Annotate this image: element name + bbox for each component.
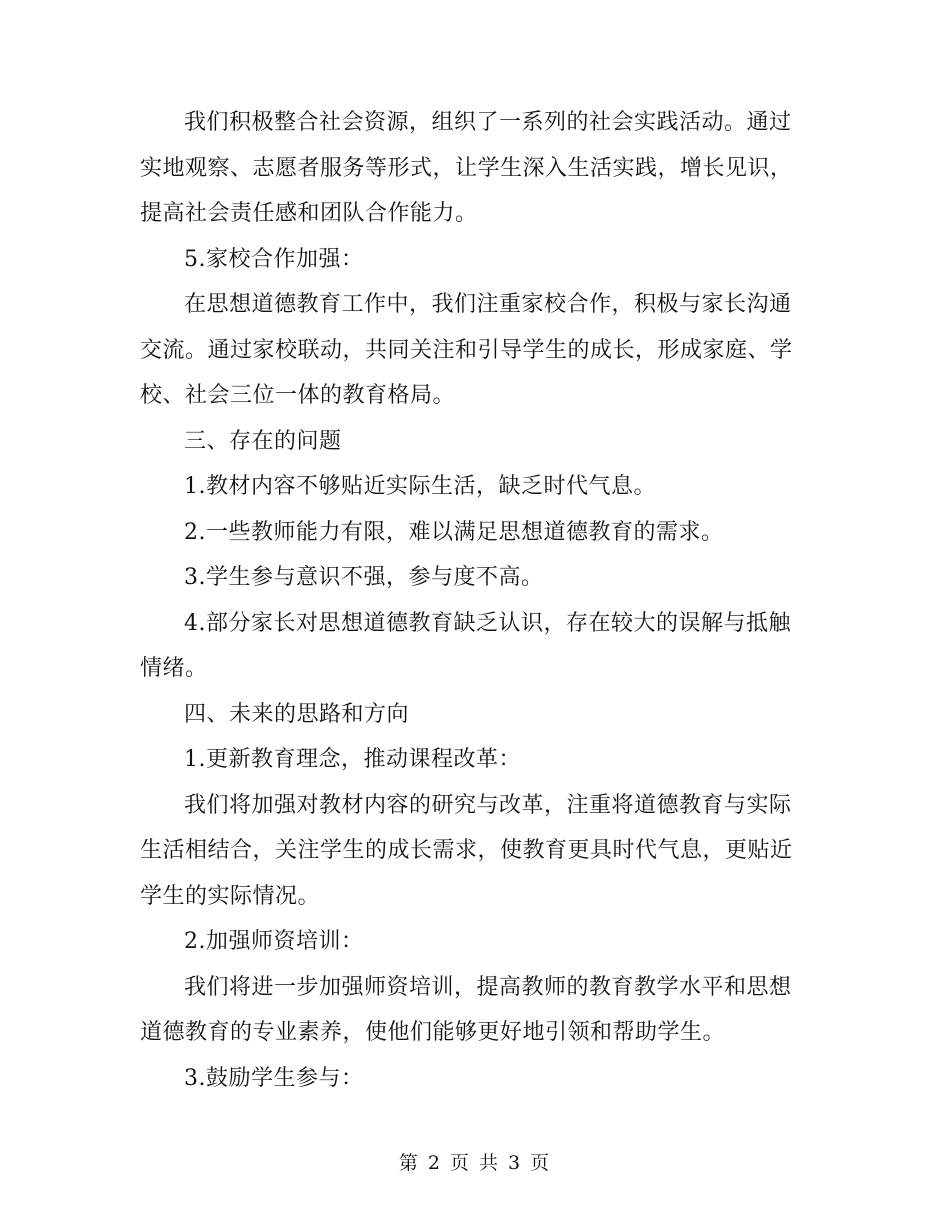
document-body <box>140 100 800 1101</box>
list-item: 2.一些教师能力有限，难以满足思想道德教育的需求。 <box>184 519 724 545</box>
page-footer: 第 2 页 共 3 页 <box>398 1152 552 1174</box>
section-heading: 三、存在的问题 <box>184 428 342 454</box>
subheading: 2.加强师资培训： <box>184 929 364 954</box>
paragraph: 我们积极整合社会资源，组织了一系列的社会实践活动。通过实地观察、志愿者服务等形式，让学生深入生活实践，增长见识，提高社会责任感和团队合作能力。 <box>140 110 793 226</box>
paragraph: 5.家校合作加强： <box>184 246 364 272</box>
section-heading: 四、未来的思路和方向 <box>184 701 410 727</box>
paragraph: 我们将加强对教材内容的研究与改革，注重将道德教育与实际生活相结合，关注学生的成长需求，使教育更具时代气息，更贴近学生的实际情况。 <box>140 792 793 909</box>
list-item: 4.部分家长对思想道德教育缺乏认识，存在较大的误解与抵触情绪。 <box>140 610 791 681</box>
paragraph: 我们将进一步加强师资培训，提高教师的教育教学水平和思想道德教育的专业素养，使他们能够更好地引领和帮助学生。 <box>140 974 792 1045</box>
subheading: 1.更新教育理念，推动课程改革： <box>184 747 521 772</box>
subheading: 3.鼓励学生参与： <box>184 1065 364 1091</box>
paragraph: 在思想道德教育工作中，我们注重家校合作，积极与家长沟通交流。通过家校联动，共同关注和引导学生的成长，形成家庭、学校、社会三位一体的教育格局。 <box>140 292 793 408</box>
list-item: 1.教材内容不够贴近实际生活，缺乏时代气息。 <box>184 474 656 499</box>
list-item: 3.学生参与意识不强，参与度不高。 <box>184 565 544 590</box>
